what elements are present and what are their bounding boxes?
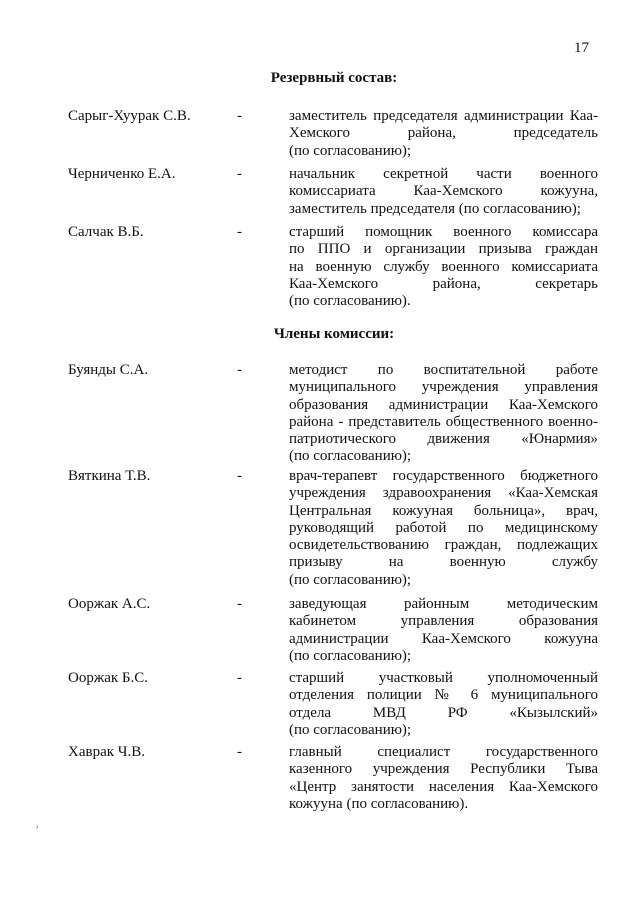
entry-name: Салчак В.Б.: [68, 224, 144, 240]
reserve-section-title: Резервный состав:: [270, 70, 398, 86]
entry-description: [289, 670, 598, 739]
description-line: освидетельствованию граждан, подлежащих: [289, 537, 598, 554]
description-line: отделения полиции № 6 муниципального: [289, 687, 598, 704]
description-line: «Центр занятости населения Каа-Хемского: [289, 778, 598, 795]
entry-dash: -: [237, 224, 242, 240]
entry-description: [289, 166, 598, 218]
description-line: патриотического движения «Юнармия»: [289, 431, 598, 448]
entry-dash: -: [237, 468, 242, 484]
description-line: главный специалист государственного: [289, 744, 598, 760]
entry-description: [289, 596, 598, 665]
description-line: муниципального учреждения управления: [289, 379, 598, 396]
entry-description: [289, 108, 598, 160]
description-line: старший участковый уполномоченный: [289, 670, 598, 686]
description-line: на военную службу военного комиссариата: [289, 258, 598, 275]
description-line: образования администрации Каа-Хемского: [289, 396, 598, 413]
entry-name: Черниченко Е.А.: [68, 166, 176, 182]
entry-description: [289, 224, 598, 310]
description-line: по ППО и организации призыва граждан: [289, 241, 598, 258]
description-line: учреждения здравоохранения «Каа-Хемская: [289, 485, 598, 502]
description-line: (по согласованию);: [289, 721, 412, 738]
entry-dash: -: [237, 108, 242, 124]
entry-name: Вяткина Т.В.: [68, 468, 151, 484]
description-line: заместитель председателя (по согласованию);: [289, 200, 581, 217]
description-line: заместитель председателя администрации Каа-: [289, 108, 598, 124]
description-line: призыву на военную службу: [289, 554, 598, 571]
entry-dash: -: [237, 670, 242, 686]
description-line: (по согласованию);: [289, 647, 412, 664]
entry-description: [289, 362, 598, 466]
description-line: начальник секретной части военного: [289, 166, 598, 182]
description-line: руководящий работой по медицинскому: [289, 519, 598, 536]
description-line: кожууна (по согласованию).: [289, 795, 469, 812]
description-line: методист по воспитательной работе: [289, 362, 598, 378]
entry-dash: -: [237, 596, 242, 612]
members-section-title: Члены комиссии:: [273, 326, 395, 342]
description-line: Каа-Хемского района, секретарь: [289, 275, 598, 292]
entry-dash: -: [237, 362, 242, 378]
description-line: заведующая районным методическим: [289, 596, 598, 612]
description-line: казенного учреждения Республики Тыва: [289, 761, 598, 778]
scan-mark: ,: [36, 819, 39, 830]
page-number: 17: [574, 40, 589, 56]
entry-description: [289, 468, 598, 589]
description-line: кабинетом управления образования: [289, 613, 598, 630]
description-line: отдела МВД РФ «Кызылский»: [289, 704, 598, 721]
entry-dash: -: [237, 744, 242, 760]
entry-name: Буянды С.А.: [68, 362, 149, 378]
entry-name: Хаврак Ч.В.: [68, 744, 146, 760]
description-line: (по согласованию);: [289, 142, 412, 159]
description-line: старший помощник военного комиссара: [289, 224, 598, 240]
description-line: администрации Каа-Хемского кожууна: [289, 630, 598, 647]
entry-name: Сарыг-Хуурак С.В.: [68, 108, 191, 124]
description-line: (по согласованию).: [289, 293, 411, 310]
entry-description: [289, 744, 598, 813]
description-line: Центральная кожууная больница», врач,: [289, 502, 598, 519]
description-line: Хемского района, председатель: [289, 125, 598, 142]
description-line: района - представитель общественного военно-: [289, 413, 598, 430]
description-line: комиссариата Каа-Хемского кожууна,: [289, 183, 598, 200]
entry-name: Ооржак А.С.: [68, 596, 151, 612]
description-line: врач-терапевт государственного бюджетного: [289, 468, 598, 484]
entry-dash: -: [237, 166, 242, 182]
entry-name: Ооржак Б.С.: [68, 670, 149, 686]
description-line: (по согласованию);: [289, 571, 412, 588]
description-line: (по согласованию);: [289, 448, 412, 465]
